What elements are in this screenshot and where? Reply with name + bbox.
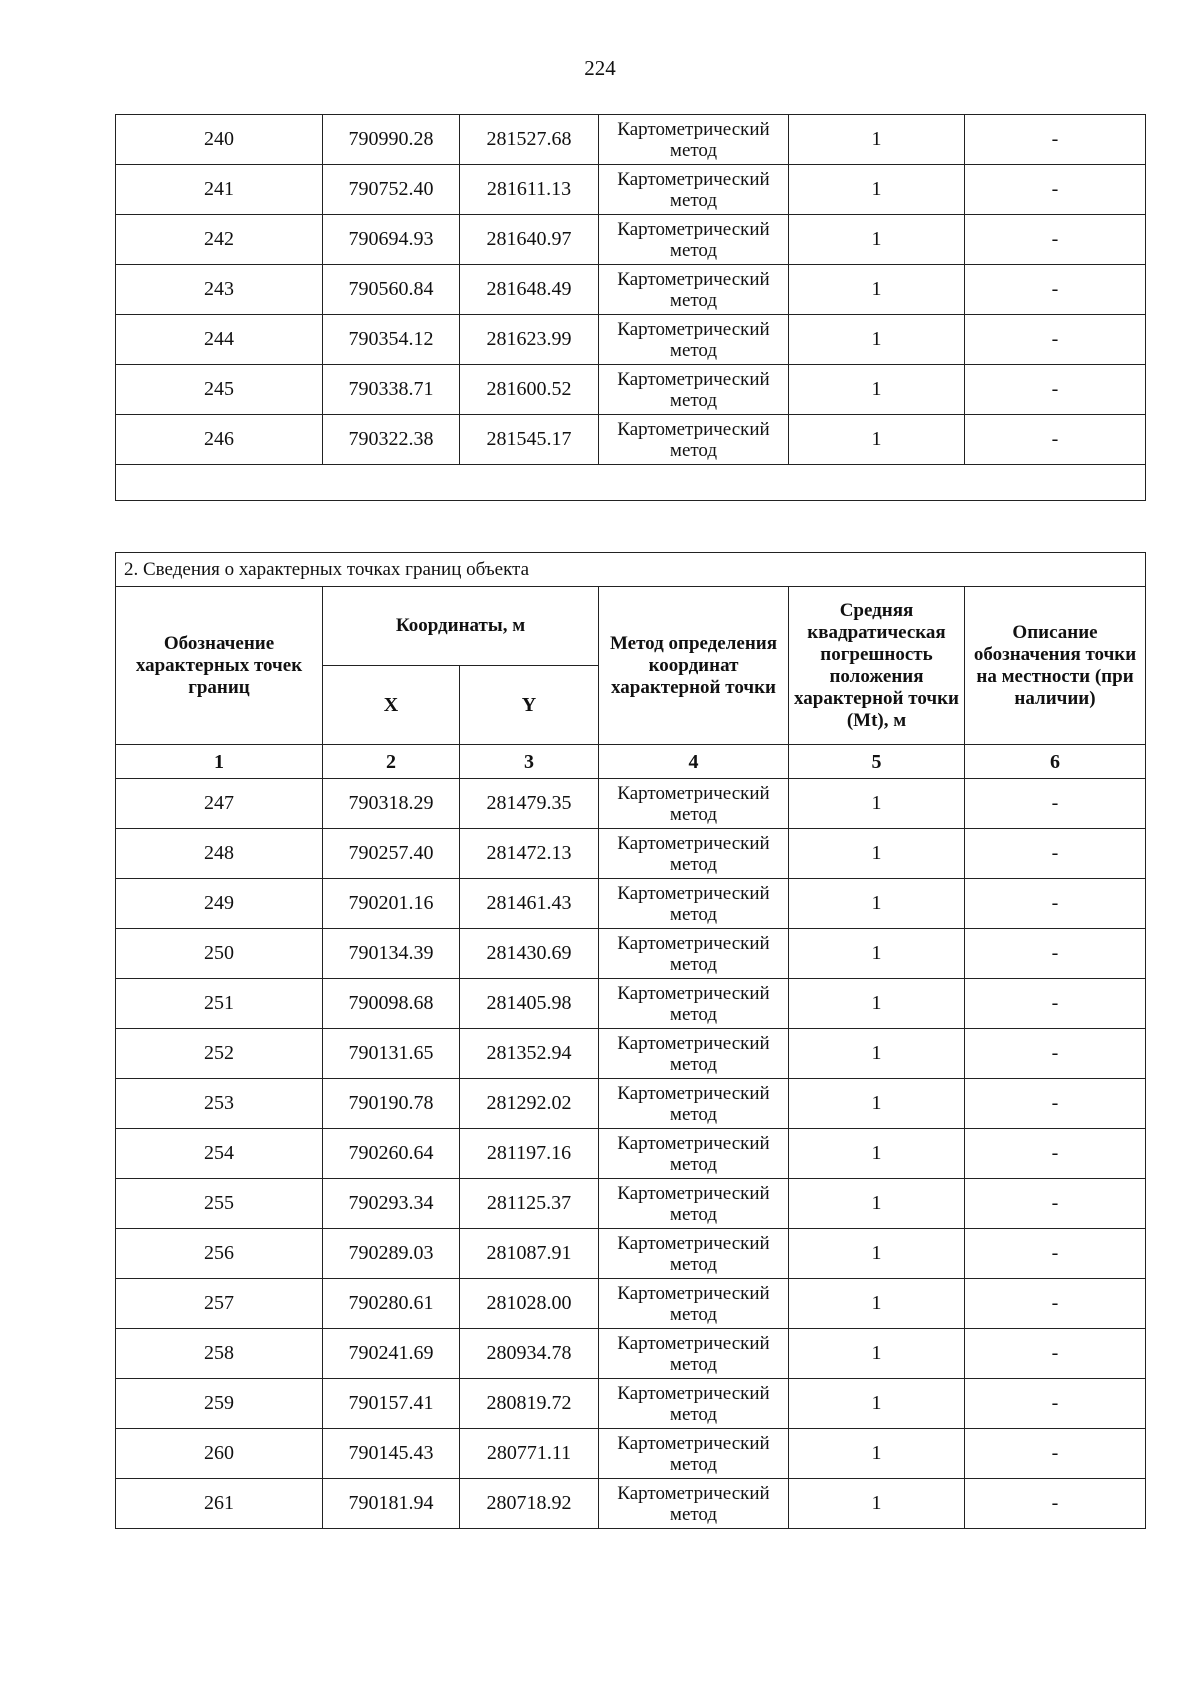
x-coordinate-cell: 790694.93 [323, 215, 460, 265]
header-point-designation: Обозначение характерных точек границ [116, 587, 323, 745]
column-number: 5 [789, 745, 965, 779]
error-cell: 1 [789, 1029, 965, 1079]
error-cell: 1 [789, 1329, 965, 1379]
description-cell: - [965, 1479, 1146, 1529]
y-coordinate-cell: 281479.35 [460, 779, 599, 829]
description-cell: - [965, 1329, 1146, 1379]
table-row [116, 829, 1146, 879]
table-row [116, 1479, 1146, 1529]
boundary-points-table-continued [115, 114, 1146, 501]
header-error: Средняя квадратическая погрешность положения характерной точки (Mt), м [789, 587, 965, 745]
column-number: 2 [323, 745, 460, 779]
point-id-cell: 242 [116, 215, 323, 265]
y-coordinate-cell: 281461.43 [460, 879, 599, 929]
table-row [116, 265, 1146, 315]
description-cell: - [965, 215, 1146, 265]
y-coordinate-cell: 281545.17 [460, 415, 599, 465]
table-row [116, 315, 1146, 365]
point-id-cell: 253 [116, 1079, 323, 1129]
method-cell: Картометрический метод [599, 265, 789, 315]
table-row [116, 215, 1146, 265]
point-id-cell: 241 [116, 165, 323, 215]
y-coordinate-cell: 280934.78 [460, 1329, 599, 1379]
point-id-cell: 248 [116, 829, 323, 879]
x-coordinate-cell: 790201.16 [323, 879, 460, 929]
method-cell: Картометрический метод [599, 879, 789, 929]
error-cell: 1 [789, 215, 965, 265]
x-coordinate-cell: 790289.03 [323, 1229, 460, 1279]
table-row [116, 979, 1146, 1029]
description-cell: - [965, 979, 1146, 1029]
table-row [116, 1079, 1146, 1129]
error-cell: 1 [789, 829, 965, 879]
y-coordinate-cell: 281197.16 [460, 1129, 599, 1179]
x-coordinate-cell: 790190.78 [323, 1079, 460, 1129]
header-x: X [323, 666, 460, 745]
y-coordinate-cell: 281640.97 [460, 215, 599, 265]
y-coordinate-cell: 281292.02 [460, 1079, 599, 1129]
method-cell: Картометрический метод [599, 1229, 789, 1279]
point-id-cell: 249 [116, 879, 323, 929]
error-cell: 1 [789, 1079, 965, 1129]
table-row [116, 1029, 1146, 1079]
table-row [116, 779, 1146, 829]
header-description: Описание обозначения точки на местности (при наличии) [965, 587, 1146, 745]
x-coordinate-cell: 790990.28 [323, 115, 460, 165]
table-row [116, 1229, 1146, 1279]
x-coordinate-cell: 790131.65 [323, 1029, 460, 1079]
method-cell: Картометрический метод [599, 365, 789, 415]
error-cell: 1 [789, 1229, 965, 1279]
x-coordinate-cell: 790280.61 [323, 1279, 460, 1329]
y-coordinate-cell: 281600.52 [460, 365, 599, 415]
point-id-cell: 250 [116, 929, 323, 979]
description-cell: - [965, 879, 1146, 929]
header-method: Метод определения координат характерной точки [599, 587, 789, 745]
description-cell: - [965, 779, 1146, 829]
point-id-cell: 243 [116, 265, 323, 315]
method-cell: Картометрический метод [599, 315, 789, 365]
table-row [116, 879, 1146, 929]
x-coordinate-cell: 790145.43 [323, 1429, 460, 1479]
point-id-cell: 247 [116, 779, 323, 829]
method-cell: Картометрический метод [599, 1079, 789, 1129]
error-cell: 1 [789, 779, 965, 829]
error-cell: 1 [789, 1379, 965, 1429]
y-coordinate-cell: 281028.00 [460, 1279, 599, 1329]
y-coordinate-cell: 281430.69 [460, 929, 599, 979]
method-cell: Картометрический метод [599, 1479, 789, 1529]
y-coordinate-cell: 281611.13 [460, 165, 599, 215]
method-cell: Картометрический метод [599, 829, 789, 879]
method-cell: Картометрический метод [599, 115, 789, 165]
point-id-cell: 240 [116, 115, 323, 165]
y-coordinate-cell: 281648.49 [460, 265, 599, 315]
table-row [116, 365, 1146, 415]
method-cell: Картометрический метод [599, 779, 789, 829]
table-row [116, 1429, 1146, 1479]
method-cell: Картометрический метод [599, 1029, 789, 1079]
point-id-cell: 254 [116, 1129, 323, 1179]
header-y: Y [460, 666, 599, 745]
error-cell: 1 [789, 1279, 965, 1329]
error-cell: 1 [789, 415, 965, 465]
point-id-cell: 259 [116, 1379, 323, 1429]
y-coordinate-cell: 281087.91 [460, 1229, 599, 1279]
method-cell: Картометрический метод [599, 415, 789, 465]
table-row [116, 1129, 1146, 1179]
y-coordinate-cell: 280819.72 [460, 1379, 599, 1429]
description-cell: - [965, 1079, 1146, 1129]
table-row [116, 1179, 1146, 1229]
header-row [116, 587, 1146, 666]
error-cell: 1 [789, 979, 965, 1029]
y-coordinate-cell: 281125.37 [460, 1179, 599, 1229]
y-coordinate-cell: 280771.11 [460, 1429, 599, 1479]
point-id-cell: 245 [116, 365, 323, 415]
error-cell: 1 [789, 315, 965, 365]
table-row [116, 1279, 1146, 1329]
x-coordinate-cell: 790257.40 [323, 829, 460, 879]
point-id-cell: 258 [116, 1329, 323, 1379]
x-coordinate-cell: 790293.34 [323, 1179, 460, 1229]
point-id-cell: 261 [116, 1479, 323, 1529]
description-cell: - [965, 265, 1146, 315]
column-number-row [116, 745, 1146, 779]
description-cell: - [965, 1379, 1146, 1429]
description-cell: - [965, 1229, 1146, 1279]
y-coordinate-cell: 281623.99 [460, 315, 599, 365]
header-coordinates: Координаты, м [323, 587, 599, 666]
point-id-cell: 244 [116, 315, 323, 365]
y-coordinate-cell: 281527.68 [460, 115, 599, 165]
y-coordinate-cell: 281472.13 [460, 829, 599, 879]
table-title: 2. Сведения о характерных точках границ объекта [116, 553, 1146, 587]
point-id-cell: 257 [116, 1279, 323, 1329]
x-coordinate-cell: 790241.69 [323, 1329, 460, 1379]
method-cell: Картометрический метод [599, 929, 789, 979]
method-cell: Картометрический метод [599, 1179, 789, 1229]
x-coordinate-cell: 790752.40 [323, 165, 460, 215]
description-cell: - [965, 1429, 1146, 1479]
error-cell: 1 [789, 1129, 965, 1179]
error-cell: 1 [789, 1179, 965, 1229]
table-row [116, 165, 1146, 215]
x-coordinate-cell: 790157.41 [323, 1379, 460, 1429]
column-number: 1 [116, 745, 323, 779]
error-cell: 1 [789, 165, 965, 215]
error-cell: 1 [789, 365, 965, 415]
method-cell: Картометрический метод [599, 1329, 789, 1379]
error-cell: 1 [789, 1429, 965, 1479]
table-row [116, 1329, 1146, 1379]
description-cell: - [965, 1279, 1146, 1329]
description-cell: - [965, 415, 1146, 465]
description-cell: - [965, 929, 1146, 979]
x-coordinate-cell: 790098.68 [323, 979, 460, 1029]
error-cell: 1 [789, 1479, 965, 1529]
table-row [116, 1379, 1146, 1429]
x-coordinate-cell: 790260.64 [323, 1129, 460, 1179]
y-coordinate-cell: 281352.94 [460, 1029, 599, 1079]
error-cell: 1 [789, 265, 965, 315]
method-cell: Картометрический метод [599, 979, 789, 1029]
table-row [116, 115, 1146, 165]
x-coordinate-cell: 790338.71 [323, 365, 460, 415]
x-coordinate-cell: 790134.39 [323, 929, 460, 979]
column-number: 4 [599, 745, 789, 779]
description-cell: - [965, 829, 1146, 879]
point-id-cell: 260 [116, 1429, 323, 1479]
table-title-row [116, 553, 1146, 587]
empty-row [116, 465, 1146, 501]
x-coordinate-cell: 790322.38 [323, 415, 460, 465]
description-cell: - [965, 315, 1146, 365]
x-coordinate-cell: 790181.94 [323, 1479, 460, 1529]
description-cell: - [965, 1129, 1146, 1179]
description-cell: - [965, 115, 1146, 165]
column-number: 6 [965, 745, 1146, 779]
table-row [116, 415, 1146, 465]
error-cell: 1 [789, 115, 965, 165]
x-coordinate-cell: 790354.12 [323, 315, 460, 365]
method-cell: Картометрический метод [599, 1379, 789, 1429]
description-cell: - [965, 1029, 1146, 1079]
method-cell: Картометрический метод [599, 1429, 789, 1479]
method-cell: Картометрический метод [599, 165, 789, 215]
point-id-cell: 252 [116, 1029, 323, 1079]
point-id-cell: 251 [116, 979, 323, 1029]
point-id-cell: 246 [116, 415, 323, 465]
column-number: 3 [460, 745, 599, 779]
error-cell: 1 [789, 929, 965, 979]
x-coordinate-cell: 790560.84 [323, 265, 460, 315]
y-coordinate-cell: 281405.98 [460, 979, 599, 1029]
description-cell: - [965, 165, 1146, 215]
page-number: 224 [584, 56, 616, 80]
y-coordinate-cell: 280718.92 [460, 1479, 599, 1529]
point-id-cell: 256 [116, 1229, 323, 1279]
table-row [116, 929, 1146, 979]
method-cell: Картометрический метод [599, 1129, 789, 1179]
description-cell: - [965, 1179, 1146, 1229]
x-coordinate-cell: 790318.29 [323, 779, 460, 829]
boundary-points-table [115, 552, 1146, 1529]
error-cell: 1 [789, 879, 965, 929]
point-id-cell: 255 [116, 1179, 323, 1229]
description-cell: - [965, 365, 1146, 415]
method-cell: Картометрический метод [599, 215, 789, 265]
method-cell: Картометрический метод [599, 1279, 789, 1329]
